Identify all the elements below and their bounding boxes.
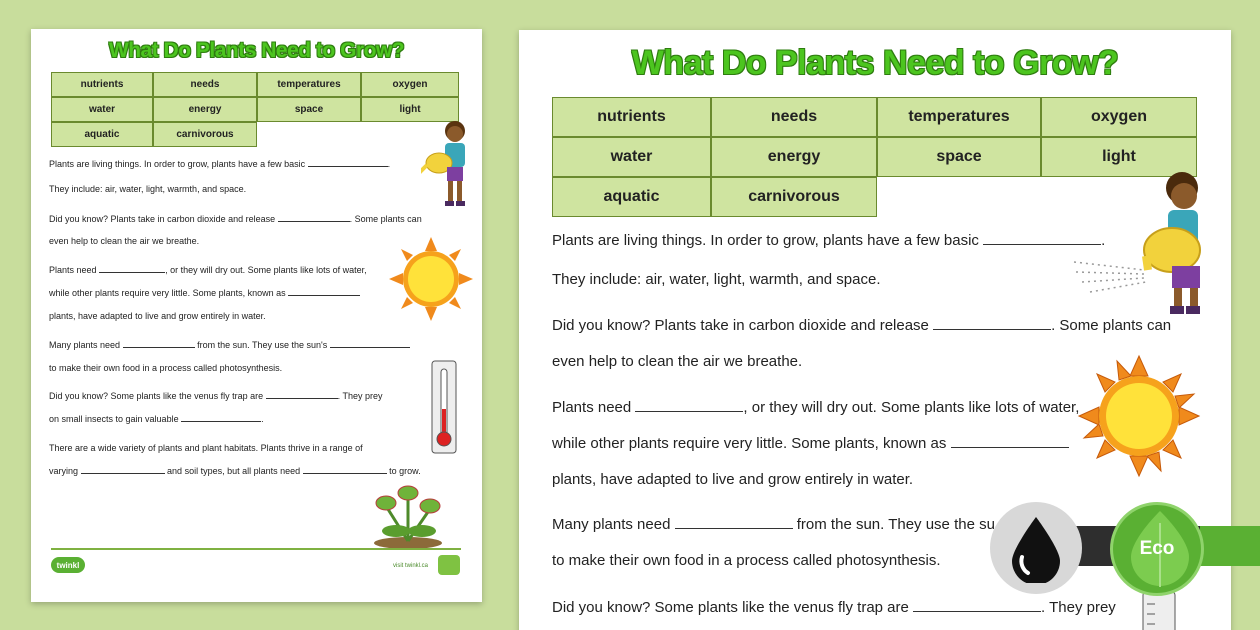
paragraph-line: Plants are living things. In order to grow, plants have a few basic . (552, 232, 1106, 249)
paragraph-line: while other plants require very little. Some plants, known as (552, 435, 1069, 452)
paragraph-line: There are a wide variety of plants and plant habitats. Plants thrive in a range of (49, 443, 363, 453)
word-bank-cell: carnivorous (153, 122, 257, 147)
answer-blank[interactable] (913, 611, 1041, 612)
paragraph-line: Plants need , or they will dry out. Some plants like lots of water, (49, 265, 367, 275)
word-bank-cell: oxygen (1041, 97, 1197, 137)
paragraph-line: on small insects to gain valuable . (49, 414, 264, 424)
word-bank (51, 72, 459, 147)
answer-blank[interactable] (308, 166, 388, 167)
word-bank-cell: light (361, 97, 459, 122)
venus-flytrap-icon (366, 481, 451, 551)
worksheet-title: What Do Plants Need to Grow? (108, 39, 405, 62)
answer-blank[interactable] (951, 447, 1069, 448)
word-bank-cell: water (51, 97, 153, 122)
paragraph-line: Did you know? Plants take in carbon dioxide and release . Some plants can (49, 214, 422, 224)
word-bank-cell: oxygen (361, 72, 459, 97)
answer-blank[interactable] (266, 398, 338, 399)
paragraph-line: Did you know? Plants take in carbon dioxide and release . Some plants can (552, 317, 1172, 334)
answer-blank[interactable] (933, 329, 1051, 330)
word-bank-cell: carnivorous (711, 177, 877, 217)
footer-url: visit twinkl.ca (393, 563, 429, 569)
word-bank-cell: light (1041, 137, 1197, 177)
answer-blank[interactable] (123, 347, 195, 348)
answer-blank[interactable] (635, 411, 743, 412)
ink-drop-badge (990, 502, 1082, 594)
answer-blank[interactable] (181, 421, 261, 422)
word-bank-cell: space (877, 137, 1041, 177)
word-bank-cell: energy (711, 137, 877, 177)
paragraph-line: They include: air, water, light, warmth, and space. (49, 184, 247, 194)
paragraph-line: to make their own food in a process called photosynthesis. (49, 363, 283, 373)
paragraph-line: plants, have adapted to live and grow entirely in water. (552, 471, 914, 488)
paragraph-line: even help to clean the air we breathe. (49, 236, 200, 246)
paragraph-line: to make their own food in a process called photosynthesis. (552, 552, 941, 569)
eco-badge-label: Eco (1139, 538, 1175, 559)
thermometer-icon (424, 359, 464, 459)
eco-badge (1110, 502, 1204, 596)
paragraph-line: Plants need , or they will dry out. Some plants like lots of water, (552, 399, 1080, 416)
word-bank-cell: needs (153, 72, 257, 97)
ink-drop-icon (1006, 513, 1066, 583)
word-bank-cell: nutrients (51, 72, 153, 97)
word-bank-cell: aquatic (552, 177, 711, 217)
word-bank-cell: nutrients (552, 97, 711, 137)
worksheet-thumbnail (31, 29, 482, 602)
answer-blank[interactable] (81, 473, 165, 474)
paragraph-line: while other plants require very little. Some plants, known as (49, 288, 360, 298)
answer-blank[interactable] (303, 473, 387, 474)
answer-blank[interactable] (288, 295, 360, 296)
paragraph-line: Plants are living things. In order to grow, plants have a few basic . (49, 159, 391, 169)
paragraph-line: plants, have adapted to live and grow entirely in water. (49, 311, 266, 321)
paragraph-line: They include: air, water, light, warmth, and space. (552, 271, 881, 288)
word-bank-cell: temperatures (877, 97, 1041, 137)
sun-icon (386, 234, 476, 324)
child-watering-icon (421, 117, 481, 212)
child-watering-icon (1064, 170, 1231, 320)
paragraph-line: even help to clean the air we breathe. (552, 353, 803, 370)
word-bank-cell: water (552, 137, 711, 177)
footer-badge-icon (438, 555, 460, 575)
paragraph-line: varying and soil types, but all plants need to grow. (49, 466, 421, 476)
answer-blank[interactable] (330, 347, 410, 348)
answer-blank[interactable] (278, 221, 350, 222)
worksheet-title: What Do Plants Need to Grow? (631, 44, 1119, 82)
answer-blank[interactable] (99, 272, 165, 273)
thermometer-icon (1133, 590, 1183, 630)
word-bank-cell: needs (711, 97, 877, 137)
answer-blank[interactable] (675, 528, 793, 529)
word-bank-cell: energy (153, 97, 257, 122)
word-bank-cell: temperatures (257, 72, 361, 97)
paragraph-line: Many plants need from the sun. They use the su (552, 516, 995, 533)
word-bank-cell: space (257, 97, 361, 122)
twinkl-logo: twinkl (51, 557, 85, 573)
footer-divider (51, 548, 461, 550)
word-bank-cell: aquatic (51, 122, 153, 147)
paragraph-line: Did you know? Some plants like the venus fly trap are . They prey (552, 599, 1116, 616)
paragraph-line: Many plants need from the sun. They use the sun's (49, 340, 410, 350)
sun-icon (1077, 354, 1201, 478)
paragraph-line: Did you know? Some plants like the venus fly trap are . They prey (49, 391, 383, 401)
eco-banner-end (1200, 526, 1260, 566)
